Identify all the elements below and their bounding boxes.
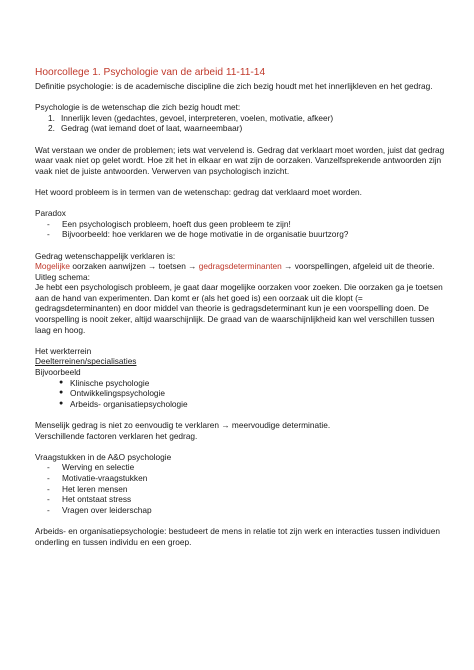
arrow-icon: → [188,261,197,272]
arrow-icon: → [221,420,230,430]
arrow-icon: → [284,261,293,272]
bullet-icon: ● [59,389,64,397]
document-content [35,66,450,547]
highlight-word-mogelijke: Mogelijke [35,261,71,272]
schema-paragraph: Je hebt een psychologisch probleem, je gaat daar mogelijke oorzaken voor zoeken. Die oorzaken ga je toetsen aan de hand van experimenten. Dan komt er (als het goed is) een oorzaak uit die klopt (= gedragsdeterminanten) en door middel van theorie is gedragsdeterminant kun je een voorspelling doen. De voorspelling is nooit zeker, altijd waarschijnlijk. De graad van de waarschijnlijkheid kan wel verschillen tussen laag en hoog. [35,282,443,335]
field-heading: Het werkterrein [35,345,92,356]
bullet-icon: ● [59,399,64,407]
field-subheading: Deelterreinen/specialisaties [35,356,137,367]
definition-paragraph: Definitie psychologie: is de academische discipline die zich bezig houdt met het innerlijkleven en het gedrag. [35,81,433,91]
list-item: 2. Gedrag (wat iemand doet of laat, waarneembaar) [48,123,243,134]
explain-line: Mogelijke oorzaken aanwijzen → toetsen → gedragsdeterminanten → voorspellingen, afgeleid uit de theorie. [35,261,435,272]
list-item: ● Ontwikkelingspsychologie [59,388,166,399]
list-item: - Een psychologisch probleem, hoeft dus geen probleem te zijn! [47,218,291,229]
problem-word-paragraph: Het woord probleem is in termen van de wetenschap: gedrag dat verklaard moet worden. [35,186,362,197]
explain-heading: Gedrag wetenschappelijk verklaren is: [35,250,176,261]
page-title: Hoorcollege 1. Psychologie van de arbeid 11-11-14 [35,67,266,78]
questions-list [35,462,450,515]
schema-heading: Uitleg schema: [35,271,90,282]
field-example-label: Bijvoorbeeld [35,367,81,378]
factors-line: Verschillende factoren verklaren het gedrag. [35,430,198,441]
list-item: 1. Innerlijk leven (gedachtes, gevoel, interpreteren, voelen, motivatie, afkeer) [48,112,334,123]
problems-paragraph: Wat verstaan we onder de problemen; iets wat vervelend is. Gedrag dat verklaart moet worden, juist dat gedrag waar vaak niet op gelet wordt. Hoe zit het in elkaar en wat zijn de oorzaken. Vanzelfsprekende antwoorden zijn vaak niet de juiste antwoorden. Verwerven van psychologisch inzicht. [35,144,445,176]
list-item: ● Arbeids- organisatiepsychologie [59,398,188,409]
list-item: - Werving en selectie [47,462,135,473]
list-item: - Bijvoorbeeld: hoe verklaren we de hoge motivatie in de organisatie buurtzorg? [47,229,349,240]
paradox-heading: Paradox [35,208,66,219]
list-item: ● Klinische psychologie [59,377,150,388]
list-item: - Het leren mensen [47,483,128,494]
field-list [35,378,450,410]
science-intro: Psychologie is de wetenschap die zich bezig houdt met: [35,102,241,113]
ao-paragraph: Arbeids- en organisatiepsychologie: bestudeert de mens in relatie tot zijn werk en interacties tussen individuen onderling en tussen individu en een groep. [35,525,440,547]
arrow-icon: → [148,261,157,272]
bullet-icon: ● [59,378,64,386]
questions-heading: Vraagstukken in de A&O psychologie [35,451,172,462]
science-list [35,113,450,134]
list-item: - Motivatie-vraagstukken [47,472,148,483]
human-behavior-line: Menselijk gedrag is niet zo eenvoudig te verklaren → meervoudige determinatie. [35,420,331,430]
highlight-word-gedragsdeterminanten: gedragsdeterminanten [196,261,282,272]
list-item: - Het ontstaat stress [47,494,132,505]
list-item: - Vragen over leiderschap [47,504,152,515]
paradox-list [35,219,450,240]
